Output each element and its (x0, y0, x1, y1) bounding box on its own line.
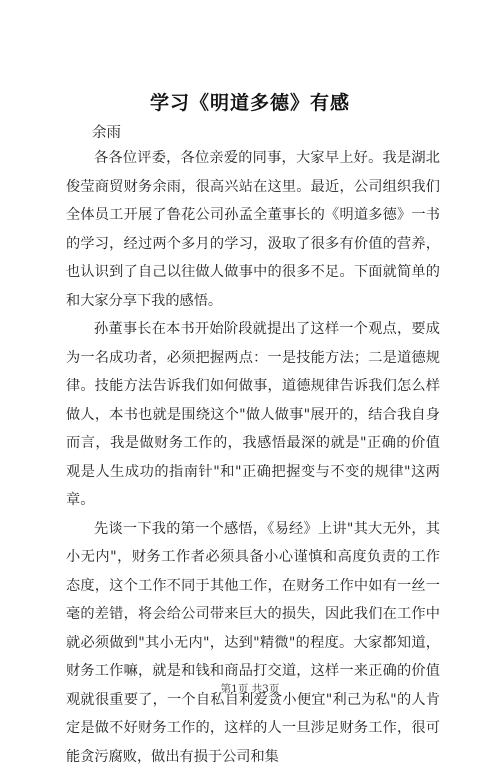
paragraph-first-insight: 先谈一下我的第一个感悟，《易经》上讲"其大无外，其小无内"，财务工作者必须具备小心谨慎和高度负责的工作态度，这个工作不同于其他工作，在财务工作中如有一丝一毫的差错，将会给公司带来巨大的损失，因此我们在工作中就必须做到"其小无内"，达到"精微"的程度。大家都知道，财务工作嘛，就是和钱和商品打交道，这样一来正确的价值观就很重要了，一个自私自利爱贪小便宜"利己为私"的人肯定是做不好财务工作的，这样的人一旦涉足财务工作，很可能贪污腐败，做出有损于公司和集 (66, 515, 440, 771)
document-title: 学习《明道多德》有感 (0, 88, 500, 115)
document-body (66, 144, 440, 771)
paragraph-intro: 各各位评委，各位亲爱的同事，大家早上好。我是湖北俊莹商贸财务余雨，很高兴站在这里。最近，公司组织我们全体员工开展了鲁花公司孙孟全董事长的《明道多德》一书的学习，经过两个多月的学习，汲取了很多有价值的营养，也认识到了自己以往做人做事中的很多不足。下面就简单的和大家分享下我的感悟。 (66, 144, 440, 315)
author-name: 余雨 (92, 121, 121, 142)
paragraph-two-points: 孙董事长在本书开始阶段就提出了这样一个观点，要成为一名成功者，必须把握两点：一是技能方法；二是道德规律。技能方法告诉我们如何做事，道德规律告诉我们怎么样做人，本书也就是围绕这个"做人做事"展开的，结合我自身而言，我是做财务工作的，我感悟最深的就是"正确的价值观是人生成功的指南针"和"正确把握变与不变的规律"这两章。 (66, 315, 440, 515)
page-footer (0, 681, 500, 696)
page-number: 第1页 共3页 (221, 683, 280, 695)
